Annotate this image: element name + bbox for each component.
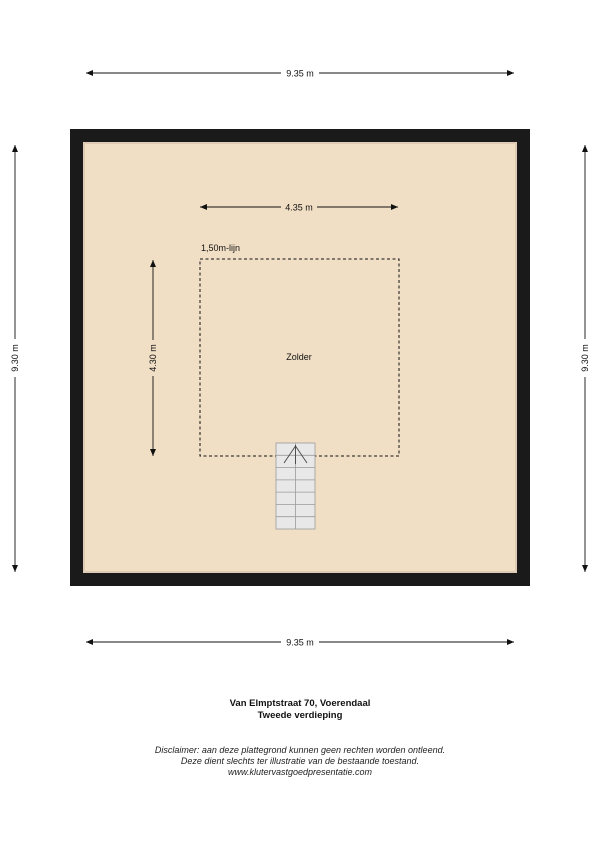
bottom-dimension (86, 636, 514, 648)
address-block (0, 698, 600, 722)
top-dimension-label: 9.35 m (286, 68, 314, 79)
disclaimer-line-2: Deze dient slechts ter illustratie van de bestaande toestand. (180, 756, 420, 766)
disclaimer-block (0, 745, 600, 778)
inner-width-label: 4.35 m (285, 202, 313, 213)
room-name: Zolder (286, 352, 312, 362)
top-dimension (86, 67, 514, 79)
disclaimer-line-1: Disclaimer: aan deze plattegrond kunnen geen rechten worden ontleend. (154, 745, 446, 755)
right-dimension (579, 145, 591, 572)
website-link[interactable]: www.klutervastgoedpresentatie.com (227, 767, 373, 777)
left-dimension-label: 9.30 m (10, 344, 20, 372)
right-dimension-label: 9.30 m (580, 344, 590, 372)
height-line-label: 1,50m-lijn (201, 243, 241, 253)
floor-name: Tweede verdieping (257, 710, 343, 721)
address-line: Van Elmptstraat 70, Voerendaal (229, 698, 371, 709)
inner-height-label: 4.30 m (148, 344, 158, 372)
bottom-dimension-label: 9.35 m (286, 637, 314, 648)
stairs-icon (276, 443, 315, 529)
left-dimension (9, 145, 21, 572)
